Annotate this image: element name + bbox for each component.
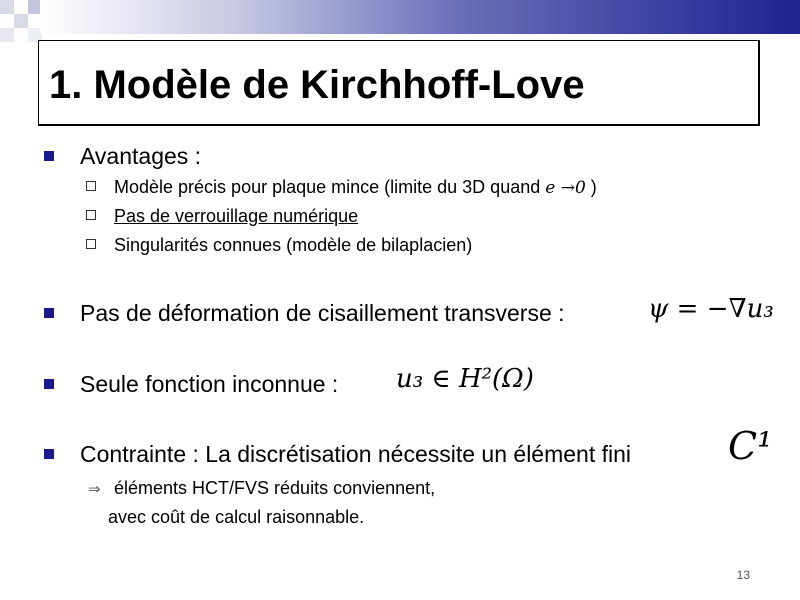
sub-bullet-verrouillage: Pas de verrouillage numérique bbox=[114, 206, 359, 226]
formula-psi: ψ = −∇u₃ bbox=[648, 294, 774, 324]
title-box bbox=[38, 40, 760, 126]
bullet-square-icon bbox=[44, 449, 54, 459]
formula-u3: u₃ ∈ H²(Ω) bbox=[396, 364, 534, 394]
checker-square bbox=[0, 0, 14, 14]
checker-square bbox=[0, 28, 14, 42]
sub-bullet-precise-text: Modèle précis pour plaque mince (limite du 3D quand bbox=[114, 177, 546, 197]
sub-bullet-box-icon bbox=[86, 210, 96, 220]
header-gradient-bar bbox=[40, 0, 800, 34]
bullet-cisaillement: Pas de déformation de cisaillement transverse : bbox=[80, 300, 565, 326]
bullet-square-icon bbox=[44, 151, 54, 161]
implies-line-2: avec coût de calcul raisonnable. bbox=[108, 507, 365, 527]
sub-bullet-box-icon bbox=[86, 181, 96, 191]
implies-line-1: éléments HCT/FVS réduits conviennent, bbox=[114, 478, 436, 498]
bullet-square-icon bbox=[44, 379, 54, 389]
sub-bullet-precise bbox=[114, 177, 597, 198]
bullet-avantages: Avantages : bbox=[80, 143, 202, 169]
bullet-contrainte: Contrainte : La discrétisation nécessite un élément fini bbox=[80, 441, 632, 467]
bullet-square-icon bbox=[44, 308, 54, 318]
page-number: 13 bbox=[736, 568, 750, 582]
header-decoration bbox=[0, 0, 800, 40]
bullet-inconnue: Seule fonction inconnue : bbox=[80, 371, 339, 397]
sub-bullet-box-icon bbox=[86, 239, 96, 249]
implies-arrow-icon: ⇒ bbox=[88, 481, 101, 498]
sub-bullet-singularites: Singularités connues (modèle de bilaplacien) bbox=[114, 235, 473, 255]
sub-bullet-precise-suffix: ) bbox=[585, 177, 597, 197]
sub-bullet-precise-math: e →0 bbox=[545, 178, 586, 198]
slide-title: 1. Modèle de Kirchhoff-Love bbox=[49, 63, 585, 107]
checker-square bbox=[14, 14, 28, 28]
formula-c1: C¹ bbox=[728, 424, 773, 468]
